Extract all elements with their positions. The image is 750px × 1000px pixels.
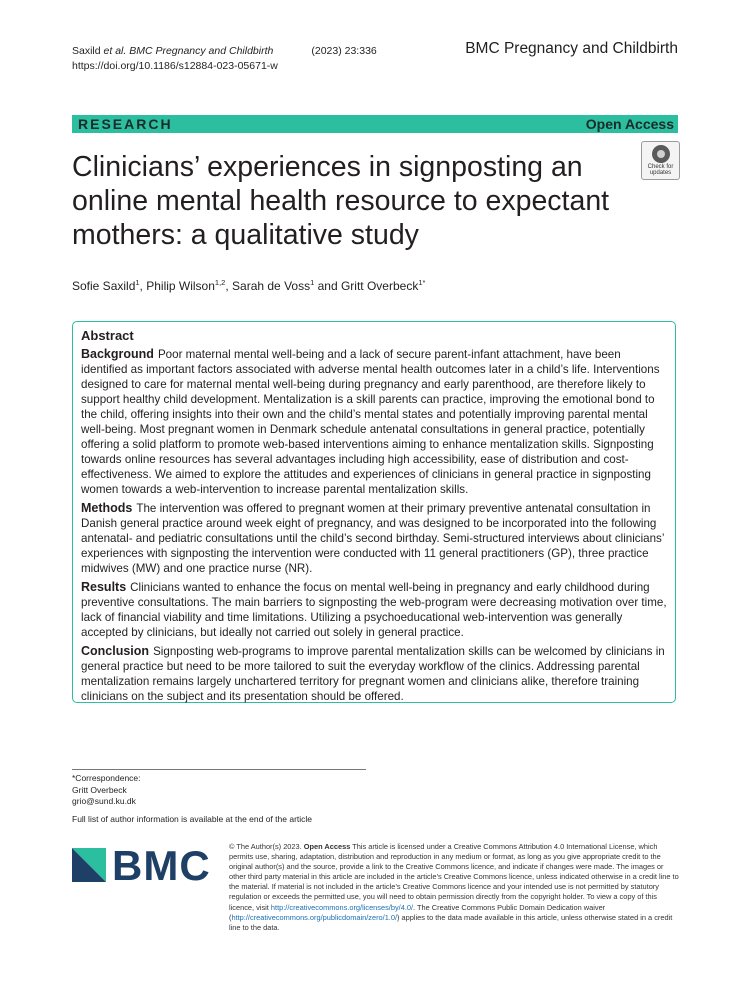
bmc-logo: [72, 842, 212, 889]
correspondence-name: Gritt Overbeck: [72, 784, 127, 795]
bmc-logo-mark-icon: [72, 848, 106, 882]
doi-link[interactable]: https://doi.org/10.1186/s12884-023-05671-w: [72, 60, 278, 72]
article-type-label: RESEARCH: [78, 116, 173, 132]
license-text: [229, 842, 679, 933]
running-header: [72, 44, 377, 74]
footnote-divider: [72, 769, 366, 770]
section-text: Poor maternal mental well-being and a lack of secure parent-infant attachment, have been identified as important factors associated with adverse mental health outcomes later in a child’s life. Interventions designed to care for maternal mental well-being during pregnancy and early parenthood, are therefore likely to support healthy child development. Mentalization is a skill parents can practice, improving the emotional bond to the child, offering insights into their own and the child’s mental states and potentially improving parental mental well-being. Most pregnant women in Denmark schedule antenatal consultations in general practice, potentially offering a solid platform to promote web-based interventions aiming to enhance mentalization skills. Signposting towards online resources has several advantages including high accessibility, ease of distribution and cost-effectiveness. We aimed to explore the attitudes and experiences of clinicians in general practice in signposting women towards a web-intervention to increase parental mentalization skills.: [81, 348, 660, 496]
section-label: Results: [81, 580, 127, 594]
article-title: Clinicians’ experiences in signposting an online mental health resource to expectant mothers: a qualitative study: [72, 151, 610, 251]
license-body: ) applies to the data made available in this article, unless otherwise stated in a credit line to the data.: [229, 912, 673, 932]
running-header-author: Saxild: [72, 45, 104, 57]
running-header-journal: et al. BMC Pregnancy and Childbirth: [103, 45, 274, 57]
license-copyright: © The Author(s) 2023.: [229, 842, 302, 851]
correspondence-block: [72, 773, 141, 808]
article-type-band: [72, 115, 678, 133]
license-body: . The Creative Commons Public Domain Dedication waiver (: [229, 902, 606, 922]
license-link[interactable]: http://creativecommons.org/licenses/by/4.0/: [270, 902, 414, 912]
author-name: Philip Wilson: [146, 279, 215, 293]
section-label: Background: [81, 347, 154, 361]
author-affiliation: 1*: [418, 278, 426, 287]
author-list: [72, 278, 425, 293]
license-body: This article is licensed under a Creative Commons Attribution 4.0 International License, which permits use, sharing, adaptation, distribution and reproduction in any medium or format, as long as you give appropriate credit to the original author(s) and the source, provide a link to the Creative Commons licence, and indicate if changes were made. The images or other third party material in this article are included in the article’s Creative Commons licence, unless indicated otherwise in a credit line to the material. If material is not included in the article’s Creative Commons licence and your intended use is not permitted by statutory regulation or exceeds the permitted use, you will need to obtain permission directly from the copyright holder. To view a copy of this licence, visit: [229, 842, 679, 912]
section-text: The intervention was offered to pregnant women at their primary preventive antenatal consultation in Danish general practice around week eight of pregnancy, and was designed to be incorporated into the following antenatal- and pediatric consultations until the child’s second birthday. Semi-structured interviews about clinicians’ experiences with signposting the intervention were conducted with 11 general practitioners (GP), three practice midwives (MW) and one practice nurse (NR).: [81, 502, 665, 575]
running-header-volume: (2023) 23:336: [311, 45, 377, 57]
correspondence-label: *Correspondence:: [72, 773, 141, 783]
author-info-note: Full list of author information is available at the end of the article: [72, 814, 313, 824]
abstract-results: [81, 580, 667, 640]
open-access-label: Open Access: [585, 116, 674, 132]
section-label: Conclusion: [81, 644, 150, 658]
abstract-heading: Abstract: [81, 328, 134, 343]
abstract-methods: [81, 501, 667, 576]
author-name: Sarah de Voss: [232, 279, 311, 293]
author-affiliation: 1: [310, 278, 315, 287]
author-affiliation: 1: [135, 278, 140, 287]
section-label: Methods: [81, 501, 133, 515]
abstract-box: [72, 321, 676, 703]
author-affiliation: 1,2: [214, 278, 226, 287]
author-separator: ,: [225, 279, 233, 293]
journal-name: BMC Pregnancy and Childbirth: [465, 40, 678, 57]
author-name: Gritt Overbeck: [340, 279, 419, 293]
check-updates-line2: updates: [649, 170, 672, 176]
section-text: Clinicians wanted to enhance the focus on mental well-being in pregnancy and early childhood during preventive consultations. The main barriers to signposting the web-program were decreasing motivation over time, lack of financial viability and time limitations. Utilizing a psychoeducational web-intervention was generally accepted by clinicians, but ideally not carried out solely in general practice.: [81, 581, 667, 639]
abstract-conclusion: [81, 644, 667, 704]
abstract-background: [81, 347, 667, 497]
check-updates-line1: Check for: [647, 164, 674, 170]
license-open-access: Open Access: [303, 842, 351, 851]
correspondence-email[interactable]: grio@sund.ku.dk: [72, 796, 136, 806]
author-separator: and: [314, 279, 341, 293]
check-updates-icon: [652, 145, 670, 163]
author-name: Sofie Saxild: [72, 279, 136, 293]
section-text: Signposting web-programs to improve parental mentalization skills can be welcomed by clinicians in general practice but need to be more tailored to suit the everyday workflow of the clinics. Addressing parental mentalization remains largely unchartered territory for pregnant women and clinicians alike, therefore training clinicians on the subject and its presentation should be offered.: [81, 645, 665, 703]
author-separator: ,: [139, 279, 147, 293]
bmc-logo-text: BMC: [112, 842, 211, 889]
check-for-updates-button[interactable]: [641, 141, 680, 180]
waiver-link[interactable]: http://creativecommons.org/publicdomain/zero/1.0/: [231, 912, 398, 922]
